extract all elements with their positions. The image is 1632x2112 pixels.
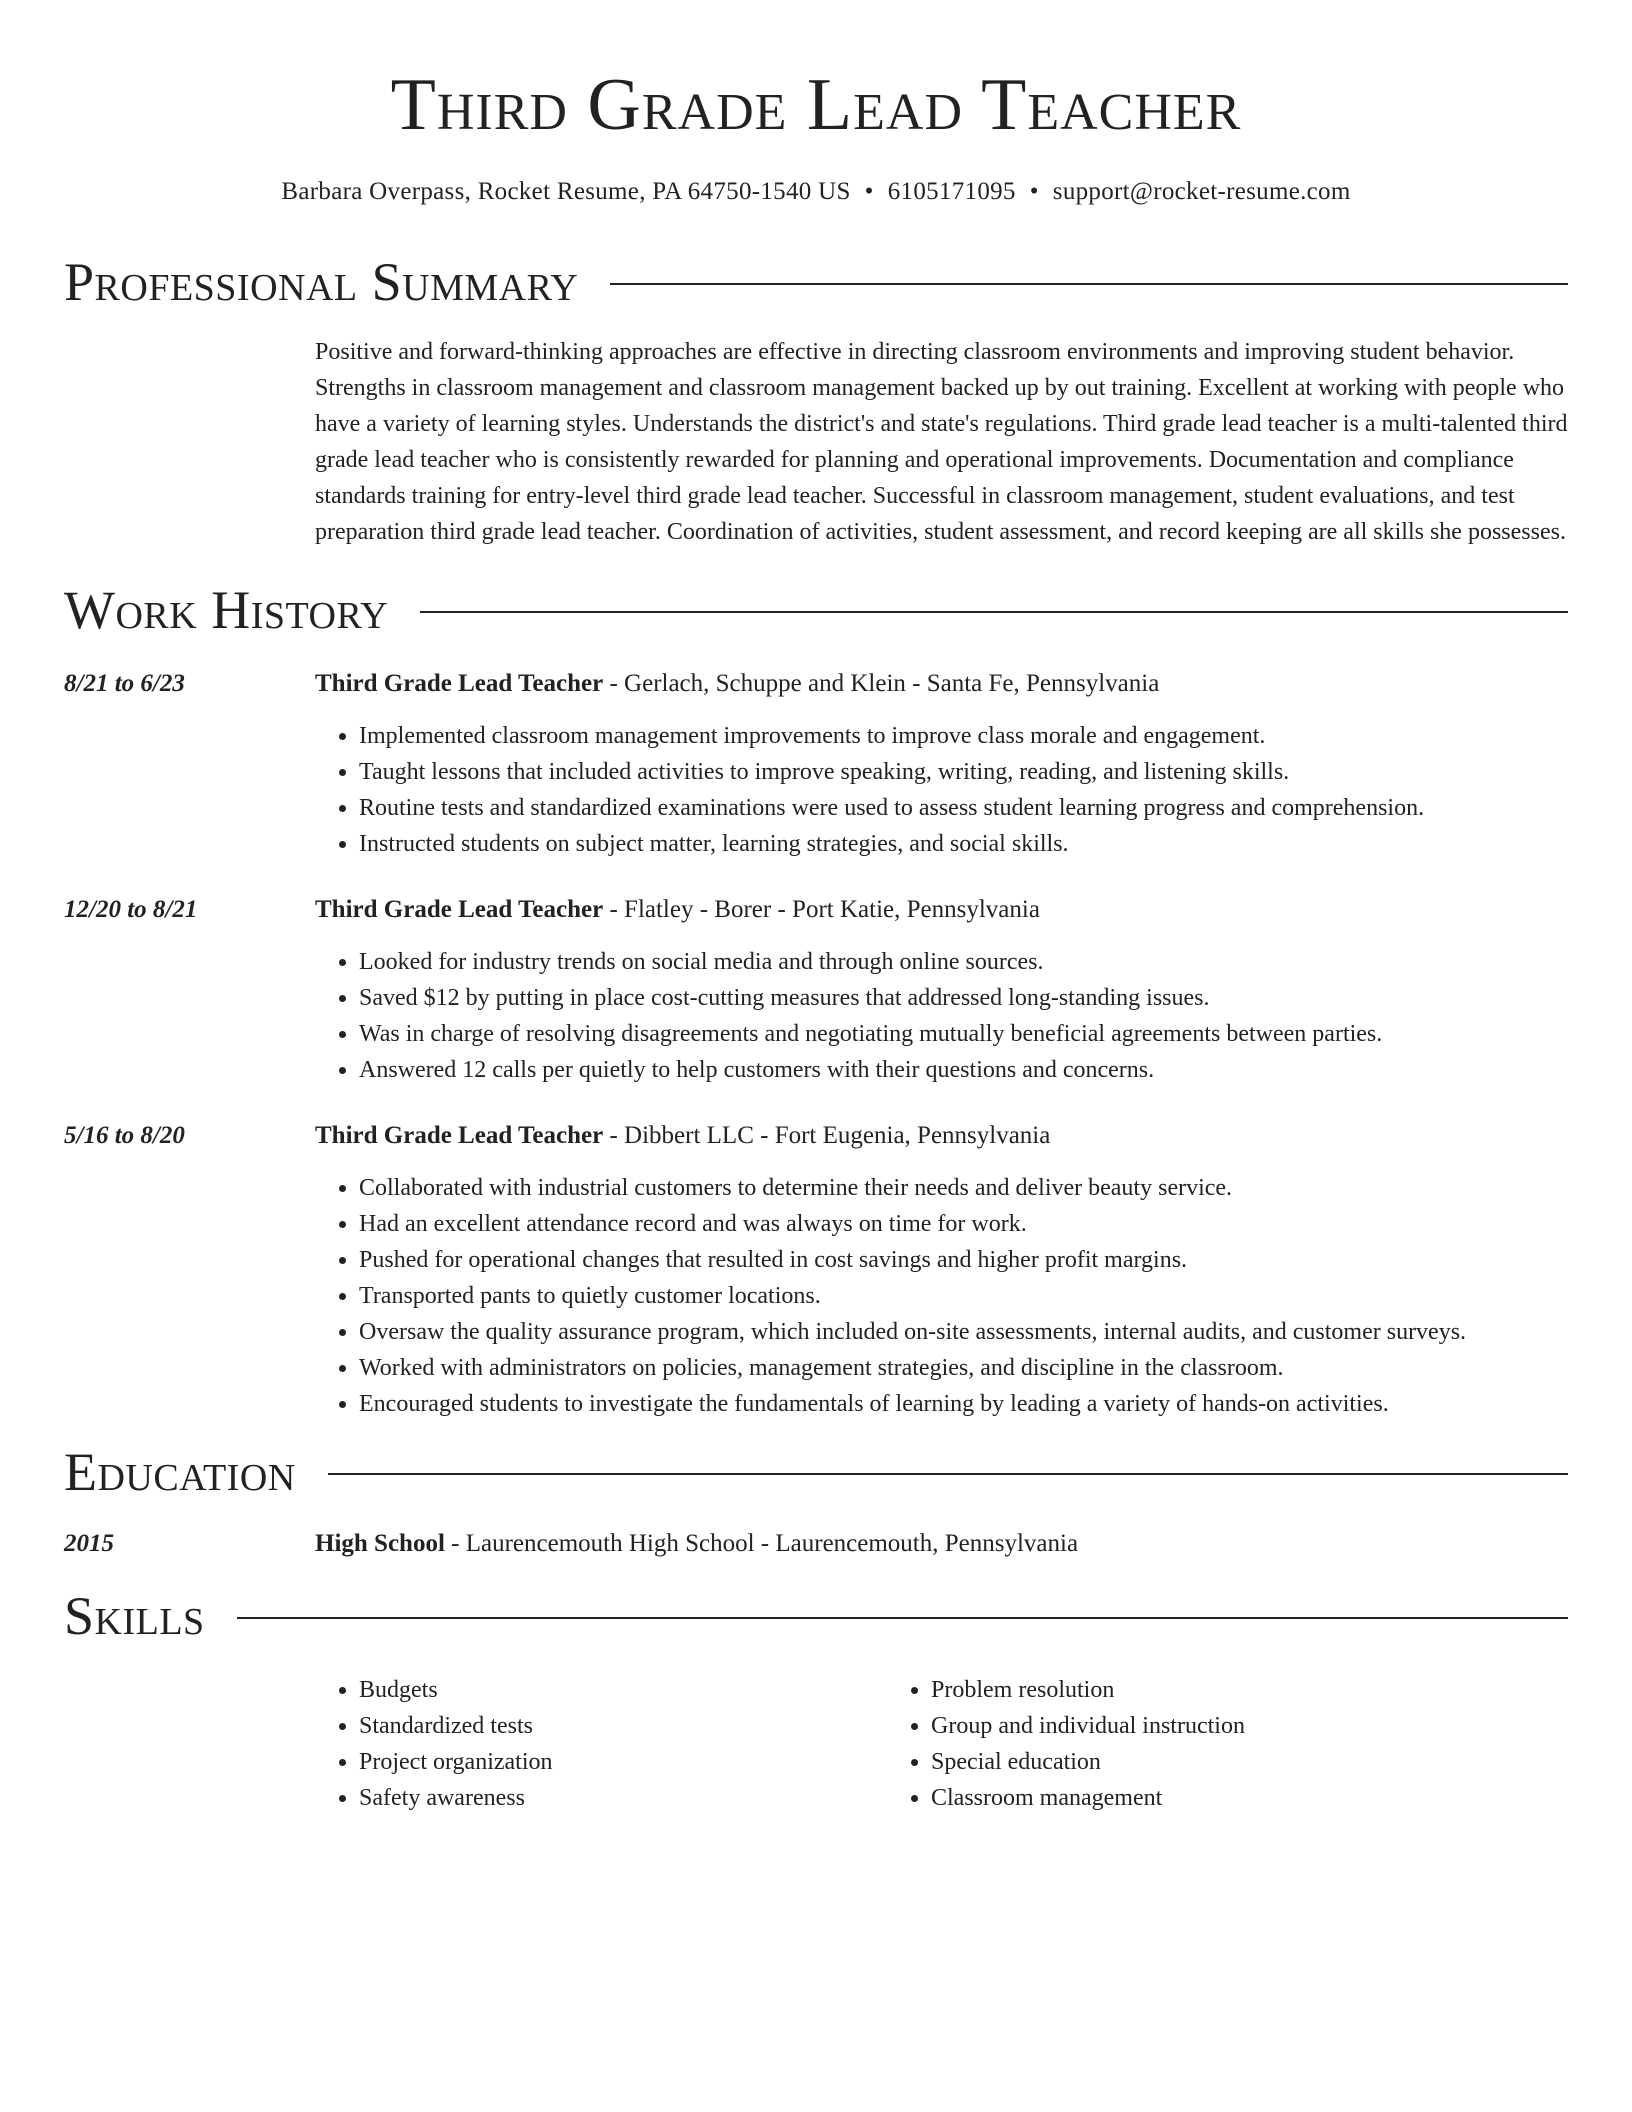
list-item: • Answered 12 calls per quietly to help customers with their questions and concerns.	[359, 1052, 1568, 1088]
job-bullets	[315, 944, 1568, 1088]
list-item: • Budgets	[359, 1672, 887, 1708]
list-item: • Implemented classroom management improvements to improve class morale and engagement.	[359, 718, 1568, 754]
job-title: Third Grade Lead Teacher	[315, 1122, 604, 1149]
list-item: • Routine tests and standardized examinations were used to assess student learning progress and comprehension.	[359, 790, 1568, 826]
job-body	[315, 666, 1568, 862]
list-item: • Saved $12 by putting in place cost-cutting measures that addressed long-standing issues.	[359, 980, 1568, 1016]
job-dates: 5/16 to 8/20	[64, 1122, 185, 1149]
contact-line	[64, 178, 1568, 206]
list-item: • Instructed students on subject matter, learning strategies, and social skills.	[359, 826, 1568, 862]
list-item: • Collaborated with industrial customers to determine their needs and deliver beauty service.	[359, 1170, 1568, 1206]
list-item: • Oversaw the quality assurance program, which included on-site assessments, internal audits, and customer surveys.	[359, 1314, 1568, 1350]
section-header-education	[64, 1442, 1568, 1502]
job-bullets	[315, 718, 1568, 862]
job-dates: 8/21 to 6/23	[64, 670, 185, 697]
list-item: • Project organization	[359, 1744, 887, 1780]
section-header-skills	[64, 1586, 1568, 1646]
list-item: • Transported pants to quietly customer locations.	[359, 1278, 1568, 1314]
job-entry	[64, 1118, 1568, 1422]
job-entry	[64, 666, 1568, 862]
section-title-summary: Professional Summary	[64, 252, 579, 312]
list-item: • Looked for industry trends on social media and through online sources.	[359, 944, 1568, 980]
contact-email: support@rocket-resume.com	[1052, 178, 1351, 205]
education-body	[315, 1526, 1568, 1562]
list-item: • Problem resolution	[931, 1672, 1459, 1708]
section-title-work: Work History	[64, 580, 389, 640]
job-employer-location: - Gerlach, Schuppe and Klein - Santa Fe, Pennsylvania	[603, 670, 1160, 697]
education-entry	[64, 1526, 1568, 1562]
section-divider	[237, 1617, 1568, 1619]
work-history-list	[64, 666, 1568, 1422]
section-divider	[328, 1473, 1568, 1475]
job-body	[315, 1118, 1568, 1422]
skills-list	[315, 1672, 1568, 1816]
education-school-location: - Laurencemouth High School - Laurencemouth, Pennsylvania	[444, 1530, 1079, 1557]
list-item: • Pushed for operational changes that resulted in cost savings and higher profit margins.	[359, 1242, 1568, 1278]
section-header-summary	[64, 252, 1568, 312]
list-item: • Safety awareness	[359, 1780, 887, 1816]
job-title: Third Grade Lead Teacher	[315, 896, 604, 923]
list-item: • Standardized tests	[359, 1708, 887, 1744]
job-employer-location: - Dibbert LLC - Fort Eugenia, Pennsylvania	[603, 1122, 1051, 1149]
section-title-skills: Skills	[64, 1586, 205, 1646]
contact-separator: •	[1029, 178, 1039, 205]
section-title-education: Education	[64, 1442, 296, 1502]
list-item: • Taught lessons that included activities to improve speaking, writing, reading, and listening skills.	[359, 754, 1568, 790]
section-divider	[420, 611, 1568, 613]
contact-separator: •	[864, 178, 874, 205]
summary-text: Positive and forward-thinking approaches are effective in directing classroom environments and improving student behavior. Strengths in classroom management and classroom management backed up by out training. Excellent at working with people who have a variety of learning styles. Understands the district's and state's regulations. Third grade lead teacher is a multi-talented third grade lead teacher who is consistently rewarded for planning and operational improvements. Documentation and compliance standards training for entry-level third grade lead teacher. Successful in classroom management, student evaluations, and test preparation third grade lead teacher. Coordination of activities, student assessment, and record keeping are all skills she possesses.	[315, 339, 1568, 545]
list-item: • Worked with administrators on policies, management strategies, and discipline in the classroom.	[359, 1350, 1568, 1386]
education-year: 2015	[64, 1530, 114, 1557]
contact-phone: 6105171095	[887, 178, 1016, 205]
list-item: • Group and individual instruction	[931, 1708, 1459, 1744]
job-employer-location: - Flatley - Borer - Port Katie, Pennsylvania	[603, 896, 1040, 923]
list-item: • Special education	[931, 1744, 1459, 1780]
contact-address: Barbara Overpass, Rocket Resume, PA 64750-1540 US	[281, 178, 851, 205]
section-header-work	[64, 580, 1568, 640]
job-dates: 12/20 to 8/21	[64, 896, 198, 923]
job-bullets	[315, 1170, 1568, 1422]
list-item: • Was in charge of resolving disagreements and negotiating mutually beneficial agreements between parties.	[359, 1016, 1568, 1052]
job-heading	[315, 892, 1568, 928]
education-degree: High School	[315, 1530, 445, 1557]
job-heading	[315, 666, 1568, 702]
skills-column-1	[315, 1672, 887, 1816]
job-body	[315, 892, 1568, 1088]
list-item: • Had an excellent attendance record and was always on time for work.	[359, 1206, 1568, 1242]
job-title: Third Grade Lead Teacher	[315, 670, 604, 697]
job-entry	[64, 892, 1568, 1088]
list-item: • Encouraged students to investigate the fundamentals of learning by leading a variety of hands-on activities.	[359, 1386, 1568, 1422]
candidate-name: Third Grade Lead Teacher	[390, 64, 1242, 146]
list-item: • Classroom management	[931, 1780, 1459, 1816]
section-divider	[610, 283, 1568, 285]
job-heading	[315, 1118, 1568, 1154]
skills-column-2	[887, 1672, 1459, 1816]
